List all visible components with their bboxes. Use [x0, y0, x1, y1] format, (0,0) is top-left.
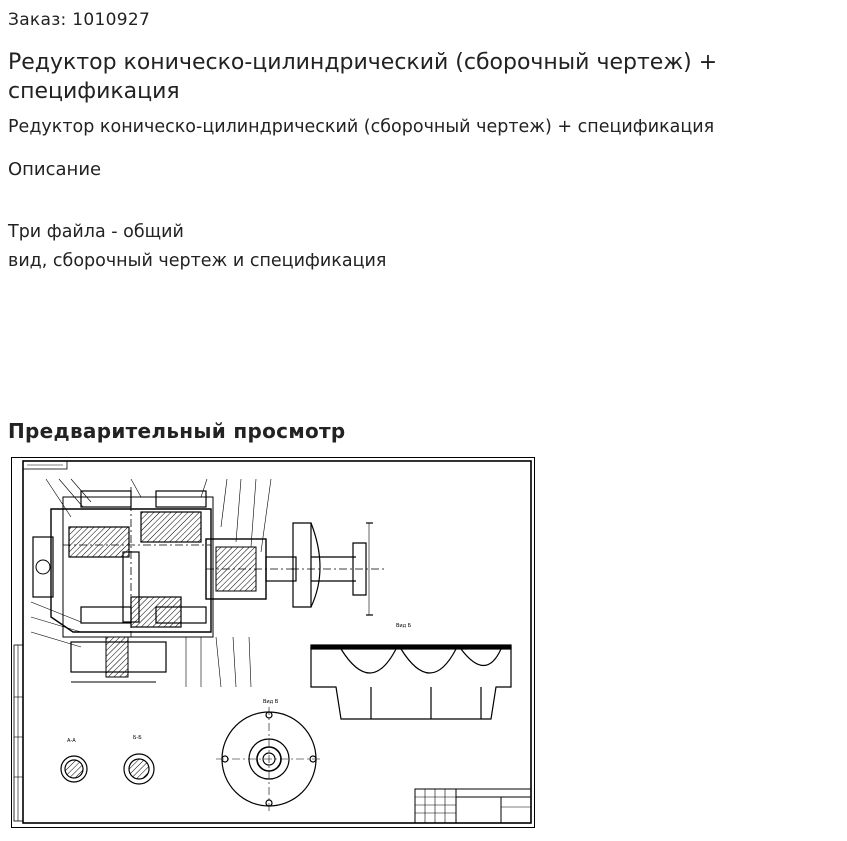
description-line: вид, сборочный чертеж и спецификация — [8, 251, 387, 271]
order-number: Заказ: 1010927 — [8, 10, 151, 30]
preview-heading: Предварительный просмотр — [8, 419, 346, 443]
svg-text:Б-Б: Б-Б — [133, 735, 142, 741]
svg-text:Вид Б: Вид Б — [396, 623, 412, 629]
gearbox-drawing-svg — [11, 457, 535, 828]
product-subtitle: Редуктор коническо-цилиндрический (сборочный чертеж) + спецификация — [8, 117, 715, 137]
description-line: Три файла - общий — [8, 222, 184, 242]
svg-text:Вид В: Вид В — [263, 699, 279, 705]
description-heading: Описание — [8, 159, 102, 180]
drawing-preview-image[interactable] — [11, 457, 535, 828]
svg-text:А-А: А-А — [67, 738, 76, 744]
product-title: Редуктор коническо-цилиндрический (сборочный чертеж) + спецификация — [8, 50, 718, 104]
